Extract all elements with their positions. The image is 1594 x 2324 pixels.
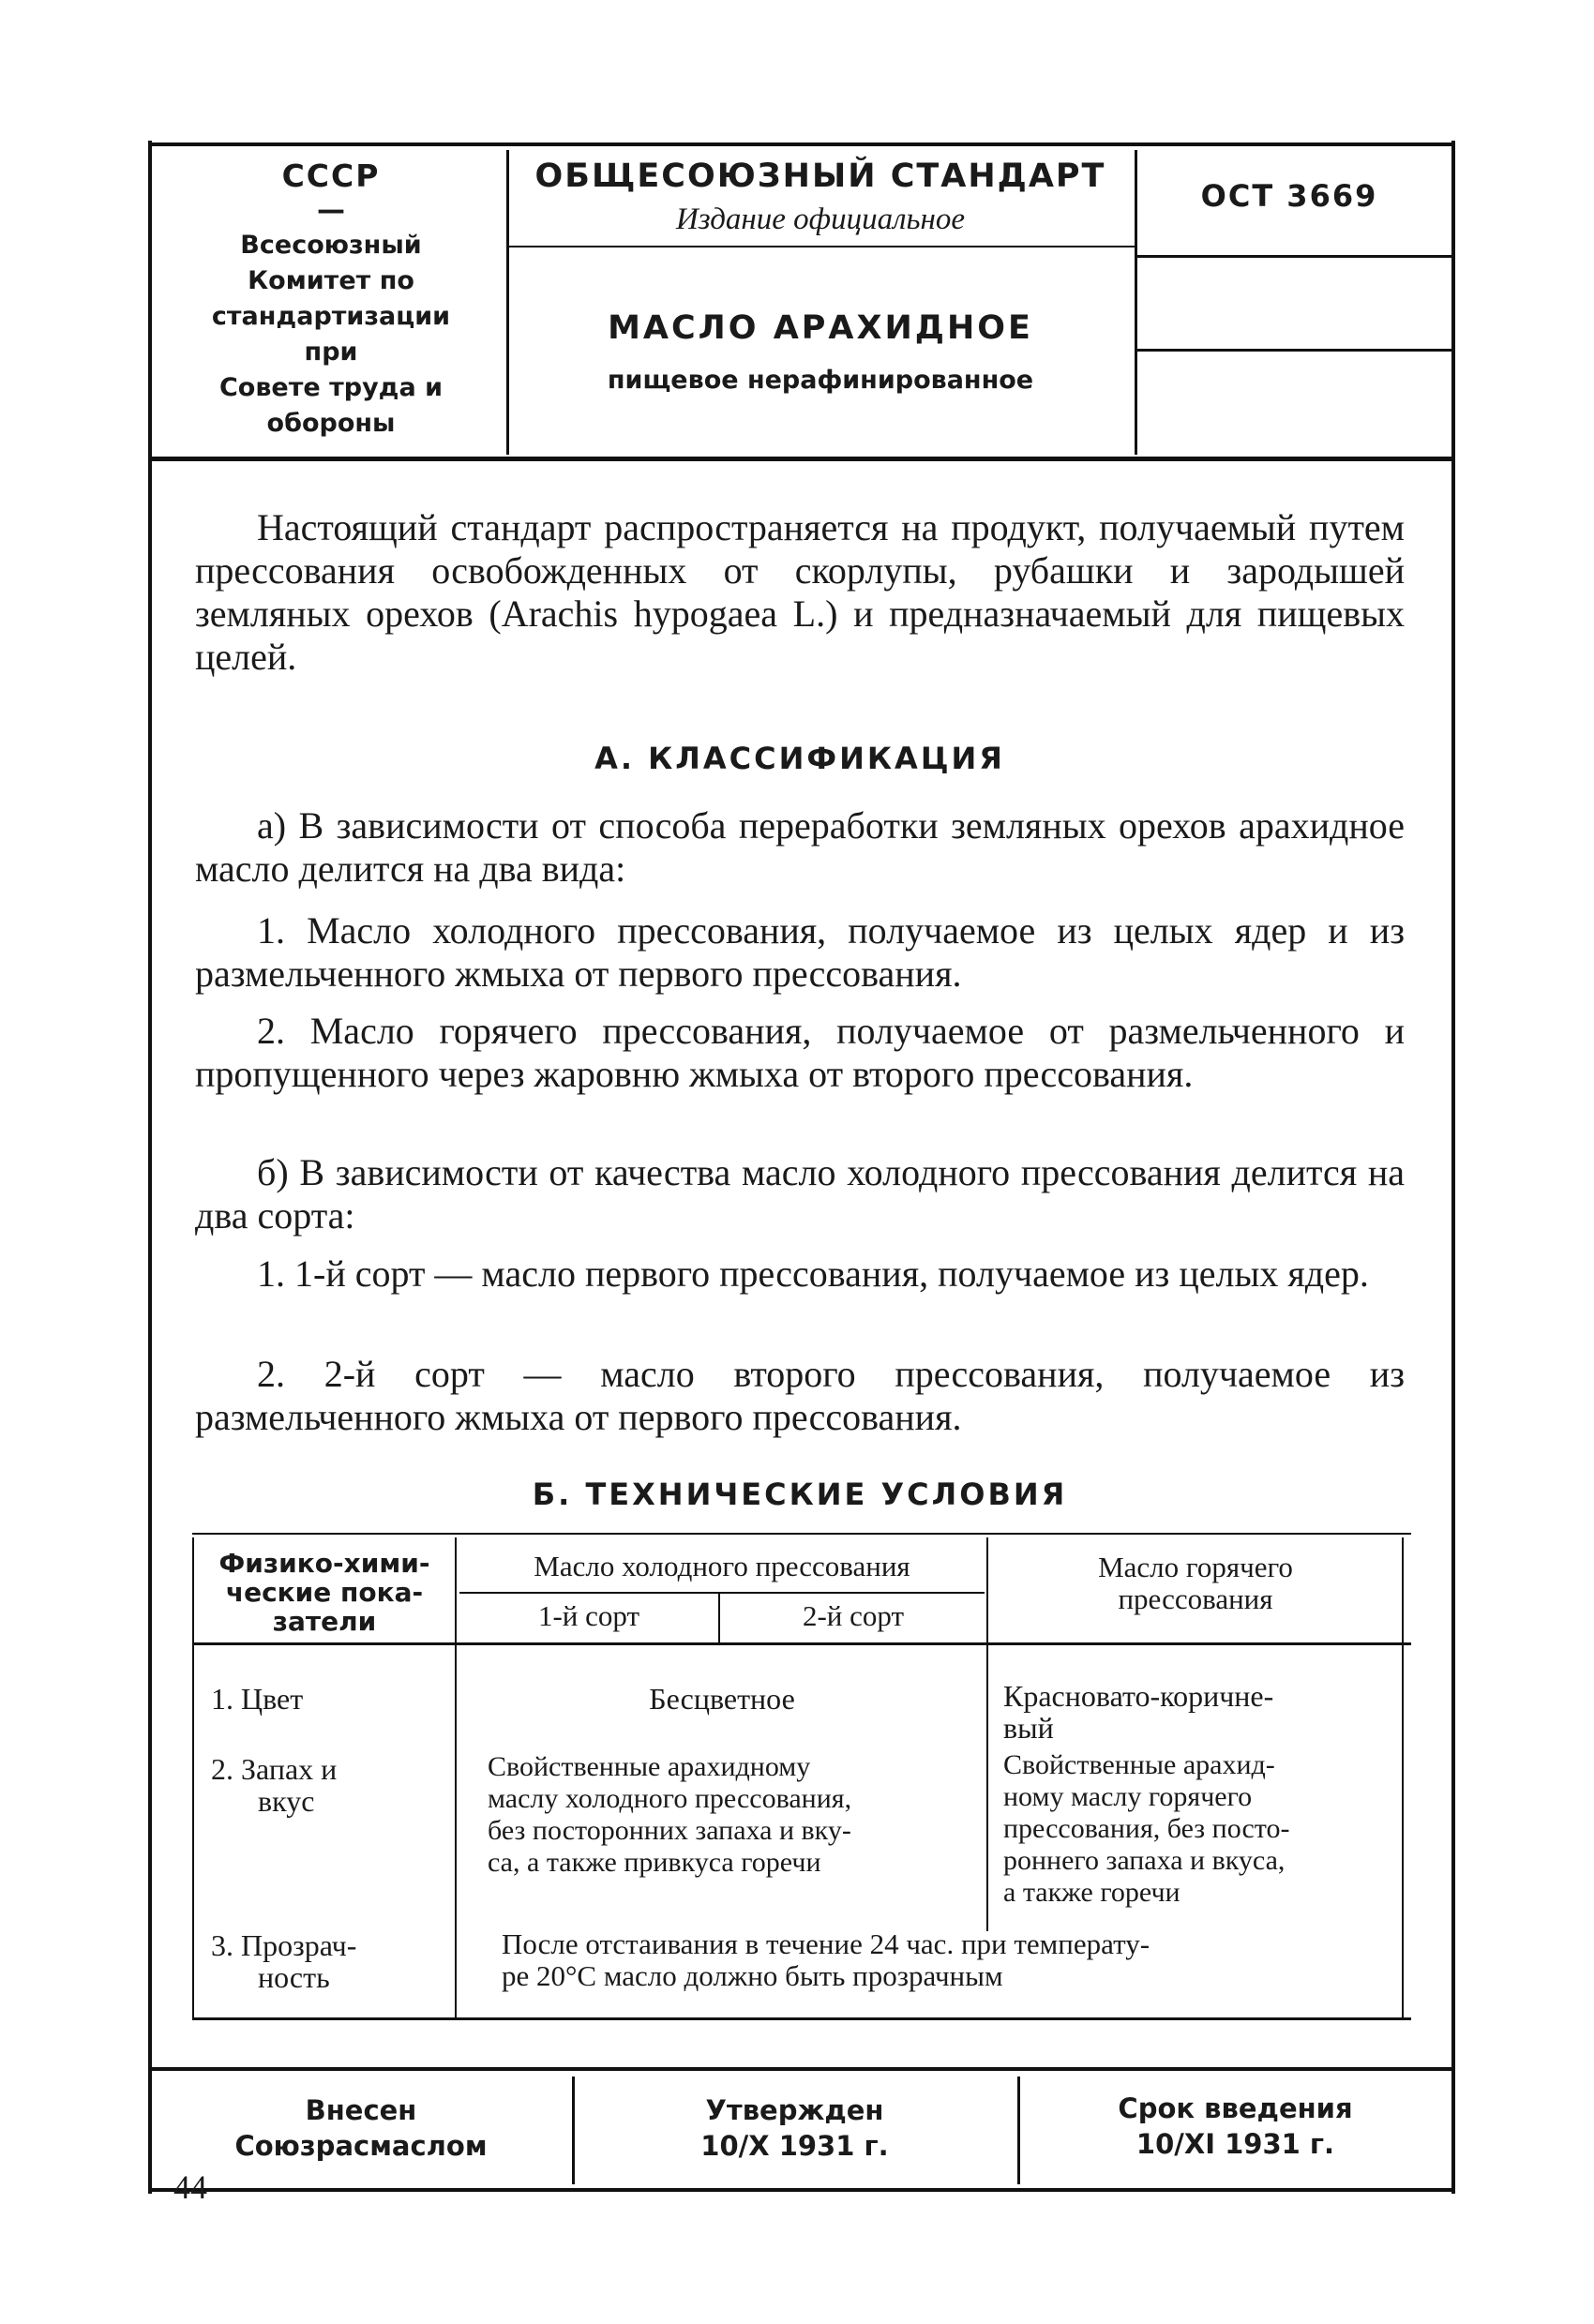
footer-top-line bbox=[148, 2067, 1455, 2071]
table-header-bottom-line bbox=[192, 1642, 1411, 1645]
table-col-divider-2 bbox=[986, 1537, 988, 1931]
footer-value: Союзрасмаслом bbox=[234, 2130, 488, 2162]
section-a-paragraph bbox=[195, 1353, 1405, 1439]
cell-line: прессования, без посто- bbox=[1003, 1813, 1290, 1844]
table-row-cold bbox=[459, 1683, 985, 1715]
paragraph-text: а) В зависимости от способа переработки земляных орехов арахидное масло делится на два вида: bbox=[195, 804, 1405, 890]
cell-line: Красновато-коричне- bbox=[1003, 1679, 1274, 1713]
cell-line: ность bbox=[258, 1960, 330, 1994]
paragraph-text: 2. Масло горячего прессования, получаемое от размельченного и пропущенного через жаровню жмыха от второго прессования. bbox=[195, 1010, 1405, 1095]
table-row-param bbox=[211, 1753, 450, 1817]
table-bottom-line bbox=[192, 2017, 1411, 2020]
footer-label: Внесен bbox=[305, 2094, 417, 2126]
footer-effective bbox=[1022, 2091, 1449, 2162]
table-top-line bbox=[192, 1533, 1411, 1535]
footer-value: 10/XI 1931 г. bbox=[1135, 2128, 1335, 2160]
cell-line: ному маслу горячего bbox=[1003, 1781, 1253, 1812]
table-grade-divider bbox=[718, 1594, 720, 1642]
section-a-paragraph bbox=[195, 909, 1405, 996]
issuing-body bbox=[158, 157, 504, 442]
section-a-paragraph bbox=[195, 1252, 1405, 1296]
cell-line: вый bbox=[1003, 1711, 1054, 1745]
product-name: МАСЛО АРАХИДНОЕ bbox=[608, 309, 1033, 347]
header-right-line-1 bbox=[1135, 255, 1453, 258]
table-col-divider-1 bbox=[455, 1537, 457, 2020]
header-line: ческие пока- bbox=[225, 1577, 424, 1608]
table-header-grade1: 1-й сорт bbox=[537, 1599, 640, 1632]
header-mid-line bbox=[506, 246, 1135, 247]
paragraph-text: 2. 2-й сорт — масло второго прессования, получаемое из размельченного жмыха от первого прессования. bbox=[195, 1353, 1405, 1438]
cell-line: без посторонних запаха и вку- bbox=[488, 1815, 851, 1846]
header-line: затели bbox=[272, 1606, 377, 1637]
section-b-heading: Б. ТЕХНИЧЕСКИЕ УСЛОВИЯ bbox=[532, 1477, 1068, 1512]
header-bottom-line bbox=[148, 457, 1455, 461]
table-row-param bbox=[211, 1929, 450, 1993]
table-row-hot bbox=[1003, 1680, 1402, 1744]
product-description: пищевое нерафинированное bbox=[607, 366, 1034, 395]
country-label: СССР bbox=[281, 157, 381, 194]
committee-line: стандартизации bbox=[211, 302, 451, 331]
table-header-grade2: 2-й сорт bbox=[802, 1599, 905, 1632]
standard-code: ОСТ 3669 bbox=[1200, 178, 1378, 214]
dash-separator: — bbox=[317, 194, 345, 227]
footer-divider-2 bbox=[1017, 2077, 1020, 2184]
header-line: прессования bbox=[1118, 1582, 1273, 1615]
cell-line: 3. Прозрач- bbox=[211, 1928, 357, 1962]
table-row-cold bbox=[488, 1751, 985, 1879]
cell-line: са, а также привкуса горечи bbox=[488, 1847, 821, 1878]
section-a-paragraph bbox=[195, 1010, 1405, 1096]
section-a-paragraph bbox=[195, 1151, 1405, 1237]
cell-line: 2. Запах и bbox=[211, 1752, 338, 1786]
cell-line: вкус bbox=[258, 1784, 315, 1818]
header-line: Масло горячего bbox=[1098, 1551, 1293, 1583]
header-divider-1 bbox=[506, 150, 509, 455]
committee-line: Комитет по bbox=[248, 266, 414, 295]
intro-paragraph bbox=[195, 506, 1405, 679]
cell-line: роннего запаха и вкуса, bbox=[1003, 1845, 1286, 1876]
table-cold-subheader-line bbox=[459, 1592, 985, 1594]
committee-line: обороны bbox=[266, 409, 396, 438]
cell-line: ре 20°С масло должно быть прозрачным bbox=[502, 1959, 1003, 1992]
section-a-heading: А. КЛАССИФИКАЦИЯ bbox=[594, 741, 1005, 776]
section-a-paragraph bbox=[195, 804, 1405, 891]
edition-label: Издание официальное bbox=[675, 202, 966, 236]
cell-line: Бесцветное bbox=[649, 1682, 795, 1716]
cell-line: а также горечи bbox=[1003, 1877, 1180, 1908]
committee-line: при bbox=[304, 337, 358, 367]
table-header-hot bbox=[989, 1552, 1402, 1615]
footer-bottom-line bbox=[148, 2188, 1455, 2192]
paragraph-text: 1. Масло холодного прессования, получаемое из целых ядер и из размельченного жмыха от первого прессования. bbox=[195, 909, 1405, 995]
paragraph-text: б) В зависимости от качества масло холодного прессования делится на два сорта: bbox=[195, 1151, 1405, 1237]
table-right-border bbox=[1402, 1537, 1404, 2020]
footer-label: Утвержден bbox=[705, 2094, 884, 2126]
committee-line: Совете труда и bbox=[218, 373, 444, 402]
page-number: 44 bbox=[173, 2168, 207, 2206]
table-left-border bbox=[192, 1537, 194, 2020]
table-row-hot bbox=[1003, 1749, 1402, 1909]
frame-right-border bbox=[1451, 141, 1455, 2194]
header-top-line bbox=[148, 142, 1455, 146]
cell-line: маслу холодного прессования, bbox=[488, 1783, 852, 1814]
standard-title: ОБЩЕСОЮЗНЫЙ СТАНДАРТ bbox=[534, 157, 1106, 195]
intro-text: Настоящий стандарт распространяется на продукт, получаемый путем прессования освобожденных от скорлупы, рубашки и зародышей земляных орехов (Arachis hypogaea L.) и предназначаемый для пищевых целей. bbox=[195, 506, 1405, 678]
frame-left-border bbox=[148, 141, 152, 2194]
header-right-line-2 bbox=[1135, 349, 1453, 352]
footer-value: 10/X 1931 г. bbox=[700, 2130, 889, 2162]
table-row-param bbox=[211, 1683, 450, 1715]
cell-line: Свойственные арахид- bbox=[1003, 1749, 1275, 1780]
table-row-span bbox=[502, 1928, 1402, 1992]
header-line: Физико-хими- bbox=[218, 1548, 430, 1579]
footer-divider-1 bbox=[572, 2077, 575, 2184]
cell-line: Свойственные арахидному bbox=[488, 1751, 811, 1782]
footer-introduced bbox=[155, 2092, 567, 2164]
table-header-parameters bbox=[195, 1549, 454, 1636]
table-header-cold: Масло холодного прессования bbox=[534, 1550, 910, 1582]
committee-line: Всесоюзный bbox=[240, 231, 422, 260]
paragraph-text: 1. 1-й сорт — масло первого прессования, получаемое из целых ядер. bbox=[257, 1252, 1369, 1295]
cell-line: После отстаивания в течение 24 час. при температу- bbox=[502, 1927, 1150, 1960]
cell-line: 1. Цвет bbox=[211, 1682, 304, 1716]
footer-label: Срок введения bbox=[1118, 2092, 1353, 2124]
footer-approved bbox=[577, 2092, 1013, 2164]
